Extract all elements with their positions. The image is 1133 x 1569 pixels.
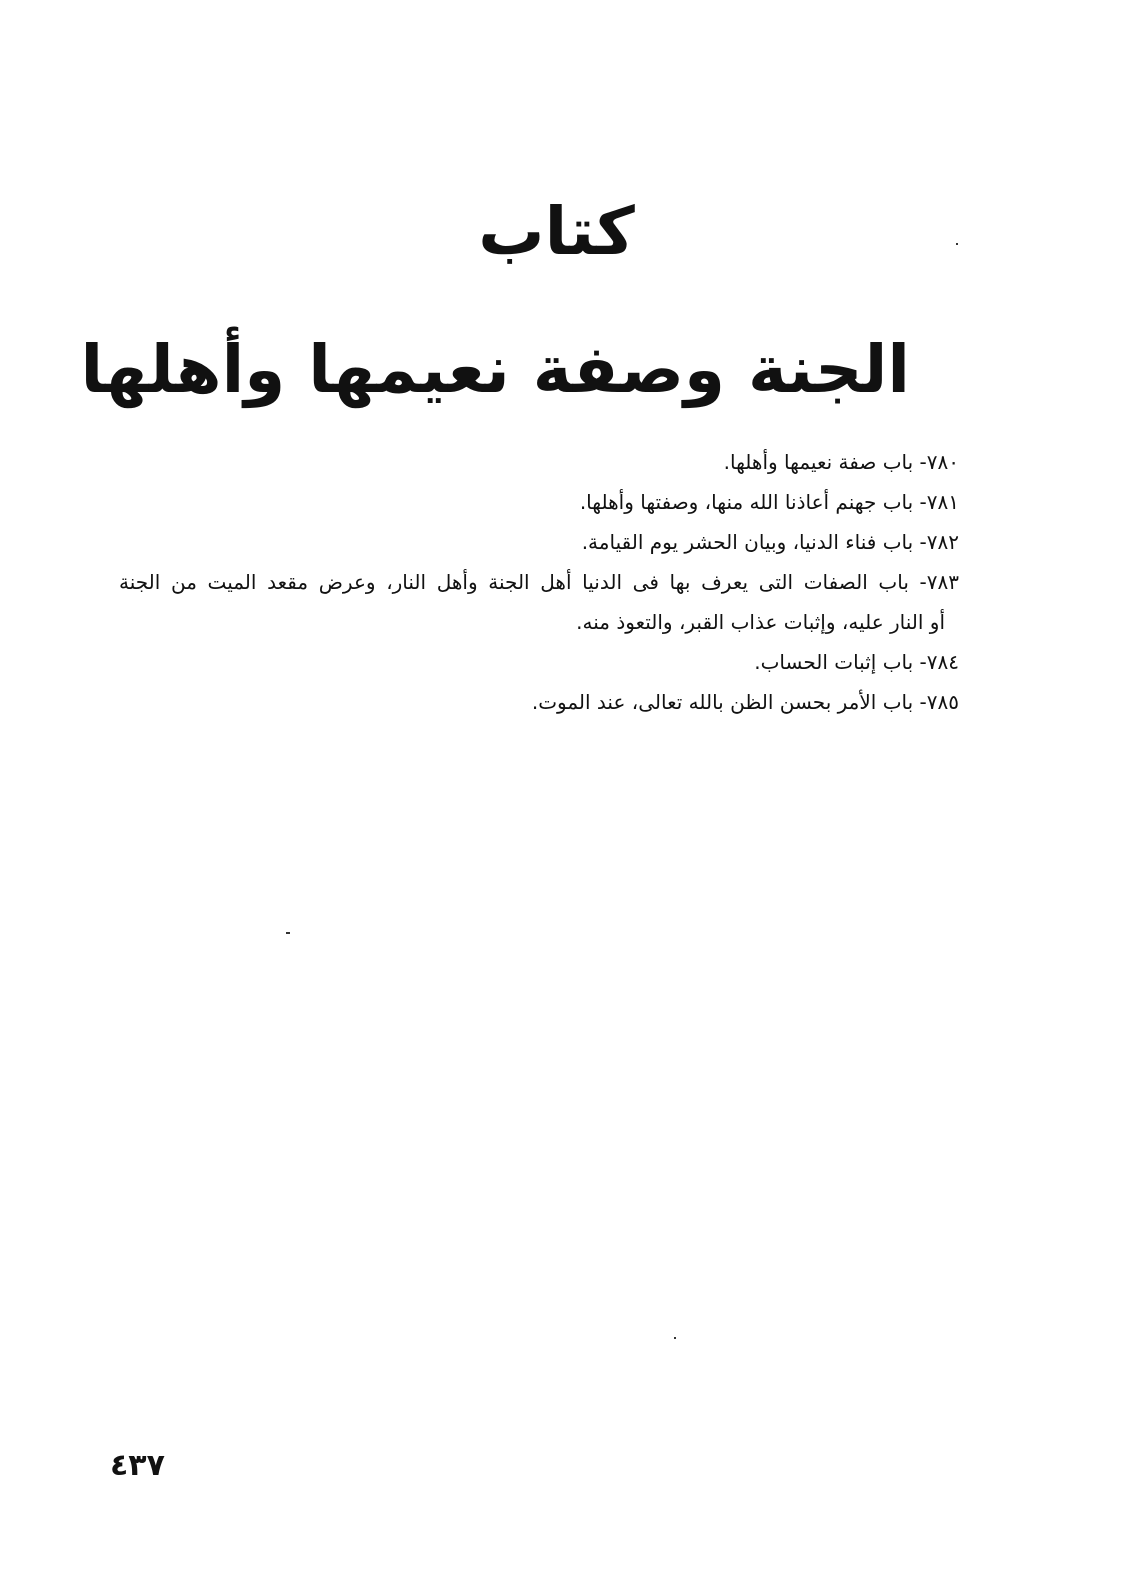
scan-speck	[956, 243, 958, 245]
book-heading-word: كتاب	[478, 193, 635, 270]
book-title: الجنة وصفة نعيمها وأهلها	[80, 331, 910, 408]
scan-speck	[286, 932, 290, 934]
chapter-785: ٧٨٥- باب الأمر بحسن الظن بالله تعالى، عند الموت.	[531, 690, 959, 714]
chapter-780: ٧٨٠- باب صفة نعيمها وأهلها.	[723, 450, 959, 474]
chapter-list	[119, 442, 959, 722]
page-number: ٤٣٧	[110, 1448, 165, 1483]
chapter-782: ٧٨٢- باب فناء الدنيا، وبيان الحشر يوم القيامة.	[581, 530, 959, 554]
chapter-783: ٧٨٣- باب الصفات التى يعرف بها فى الدنيا أهل الجنة وأهل النار، وعرض مقعد الميت من الجنة	[119, 570, 959, 594]
chapter-781: ٧٨١- باب جهنم أعاذنا الله منها، وصفتها وأهلها.	[579, 490, 959, 514]
chapter-783-continuation: أو النار عليه، وإثبات عذاب القبر، والتعوذ منه.	[576, 610, 945, 634]
scan-speck	[674, 1337, 676, 1339]
chapter-784: ٧٨٤- باب إثبات الحساب.	[754, 650, 959, 674]
